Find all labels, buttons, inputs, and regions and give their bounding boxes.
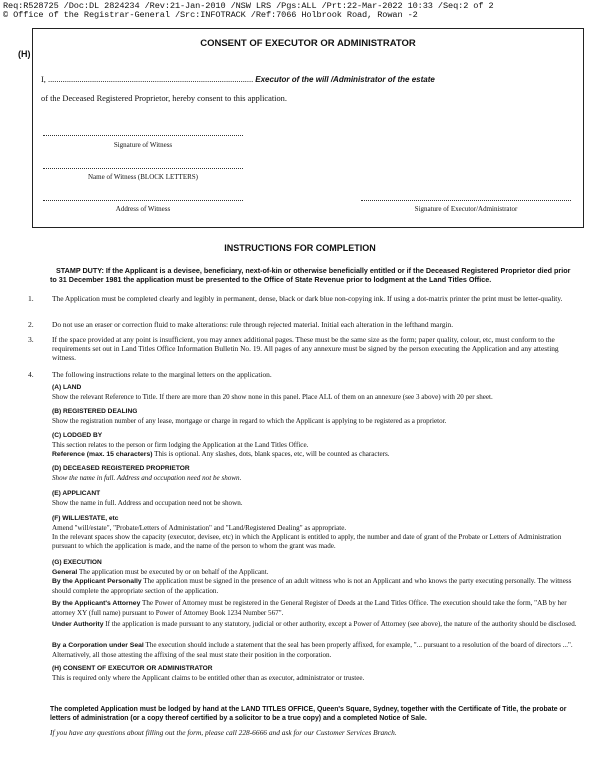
section-h-text: This is required only where the Applicant claims to be entitled other than as executor, administrator or trustee. — [52, 674, 365, 682]
witness-signature-line[interactable] — [43, 135, 243, 136]
reference-label: Reference (max. 15 characters) — [52, 451, 153, 458]
personally-label: By the Applicant Personally — [52, 578, 142, 585]
item-number: 1. — [28, 294, 34, 303]
section-a-text: Show the relevant Reference to Title. If there are more than 20 show none in this panel. Place ALL of them on an annexure (see 3 above) with 20 per sheet. — [52, 393, 493, 401]
seal-text: The execution should include a statement that the seal has been properly affixed, for example, "... pursuant to a resolution of the board of directors ...". Alternatively, all those attesting the affixing of the seal must state their position in the corporation. — [52, 641, 573, 659]
lodgement-notice: The completed Application must be lodged by hand at the LAND TITLES OFFICE, Queen's Square, Sydney, together with the Certificate of Title, the probate or letters of administration (or a copy thereof certified by a solicitor to be a true copy) and a completed Notice of Sale. — [50, 706, 567, 722]
section-b-title: (B) REGISTERED DEALING — [52, 408, 138, 415]
execution-authority — [52, 620, 577, 630]
execution-seal — [52, 641, 577, 660]
attorney-label: By the Applicant's Attorney — [52, 600, 141, 607]
section-c-title: (C) LODGED BY — [52, 432, 103, 439]
section-marker-h: (H) — [18, 49, 31, 59]
reference-text: This is optional. Any slashes, dots, blank spaces, etc, will be counted as characters. — [154, 450, 390, 458]
document-reference-header: Req:R528725 /Doc:DL 2824234 /Rev:21-Jan-2010 /NSW LRS /Pgs:ALL /Prt:22-Mar-2022 10:33 /Seq:2 of 2 — [3, 1, 494, 11]
witness-address-line[interactable] — [43, 200, 243, 201]
instruction-item: The Application must be completed clearly and legibly in permanent, dense, black or dark blue non-copying ink. If using a dot-matrix printer the print must be letter-quality. — [52, 294, 563, 303]
execution-attorney — [52, 599, 577, 618]
instructions-title: INSTRUCTIONS FOR COMPLETION — [224, 243, 376, 253]
seal-label: By a Corporation under Seal — [52, 642, 144, 649]
copyright-source-header: © Office of the Registrar-General /Src:INFOTRACK /Ref:7066 Holbrook Road, Rowan -2 — [3, 10, 418, 20]
section-c-text: This section relates to the person or firm lodging the Application at the Land Titles Office. — [52, 441, 309, 449]
item-number: 4. — [28, 370, 34, 379]
stamp-duty-notice: STAMP DUTY: If the Applicant is a devisee, beneficiary, next-of-kin or otherwise beneficially entitled or if the Deceased Registered Proprietor died prior to 31 December 1981 the application must be presented to the Office of State Revenue prior to lodgment at the Land Titles Office. — [50, 266, 571, 284]
execution-personally — [52, 577, 577, 596]
executor-signature-label: Signature of Executor/Administrator — [414, 205, 518, 213]
witness-signature-label: Signature of Witness — [113, 141, 173, 149]
section-f-text-detail: In the relevant spaces show the capacity (executor, devisee, etc) in which the Applicant is entitled to apply, the number and date of grant of the Probate or Letters of Administration pursuant to which the application is made, and the name of the person to whom the grant was made. — [52, 533, 562, 550]
consent-statement: of the Deceased Registered Proprietor, hereby consent to this application. — [41, 94, 287, 103]
section-d-text: Show the name in full. Address and occupation need not be shown. — [52, 474, 242, 482]
authority-label: Under Authority — [52, 621, 104, 628]
witness-address-label: Address of Witness — [115, 205, 171, 213]
item-number: 3. — [28, 335, 34, 344]
item-number: 2. — [28, 320, 34, 329]
witness-name-label: Name of Witness (BLOCK LETTERS) — [87, 173, 199, 181]
personally-text: The application must be signed in the presence of an adult witness who is not an Applicant and who knows the party executing personally. The witness should complete the appropriate section of the application. — [52, 577, 572, 595]
general-label: General — [52, 569, 78, 576]
consent-panel — [32, 28, 584, 228]
instruction-item: The following instructions relate to the marginal letters on the application. — [52, 370, 272, 379]
executor-signature-line[interactable] — [361, 200, 571, 201]
section-a-title: (A) LAND — [52, 384, 82, 391]
instruction-item: Do not use an eraser or correction fluid to make alterations: rule through rejected material. Initial each alteration in the lefthand margin. — [52, 320, 454, 329]
section-e-text: Show the name in full. Address and occupation need not be shown. — [52, 499, 243, 507]
consent-name-blank[interactable]: I, .................................................................................................. — [41, 75, 254, 84]
section-f-title: (F) WILL/ESTATE, etc — [52, 515, 119, 522]
instruction-item: If the space provided at any point is insufficient, you may annex additional pages. These must be the same size as the form; paper quality, colour, etc, must conform to the requirements set out in Land Titles Office Information Bulletin No. 19. All pages of any annexure must be signed by the person executing the Application and any attesting witness. — [52, 335, 559, 362]
witness-name-line[interactable] — [43, 168, 243, 169]
authority-text: If the application is made pursuant to any statutory, judicial or other authority, except a Power of Attorney (see above), the nature of the authority should be disclosed. — [105, 620, 577, 628]
section-b-text: Show the registration number of any lease, mortgage or charge in regard to which the Applicant is applying to be registered as a proprietor. — [52, 417, 447, 425]
section-f-text: Amend "will/estate", "Probate/Letters of Administation" and "Land/Registered Dealing" as appropriate. — [52, 524, 347, 532]
contact-footer: If you have any questions about filling out the form, please call 228-6666 and ask for our Customer Services Branch. — [50, 728, 397, 737]
consent-title: CONSENT OF EXECUTOR OR ADMINISTRATOR — [200, 38, 416, 49]
general-text: The application must be executed by or on behalf of the Applicant. — [78, 568, 269, 576]
consent-role-text: Executor of the will /Administrator of the estate — [255, 75, 435, 84]
section-e-title: (E) APPLICANT — [52, 490, 101, 497]
section-g-title: (G) EXECUTION — [52, 559, 102, 566]
section-d-title: (D) DECEASED REGISTERED PROPRIETOR — [52, 465, 190, 472]
consent-name-line[interactable] — [41, 75, 581, 84]
attorney-text: The Power of Attorney must be registered in the General Register of Deeds at the Land Titles Office. The execution should take the form, "AB by her attorney XY (full name) pursuant to Power of Attorney Book 1234 Number 567". — [52, 599, 567, 617]
section-c-reference — [52, 450, 577, 460]
section-h-title: (H) CONSENT OF EXECUTOR OR ADMINISTRATOR — [52, 665, 213, 672]
